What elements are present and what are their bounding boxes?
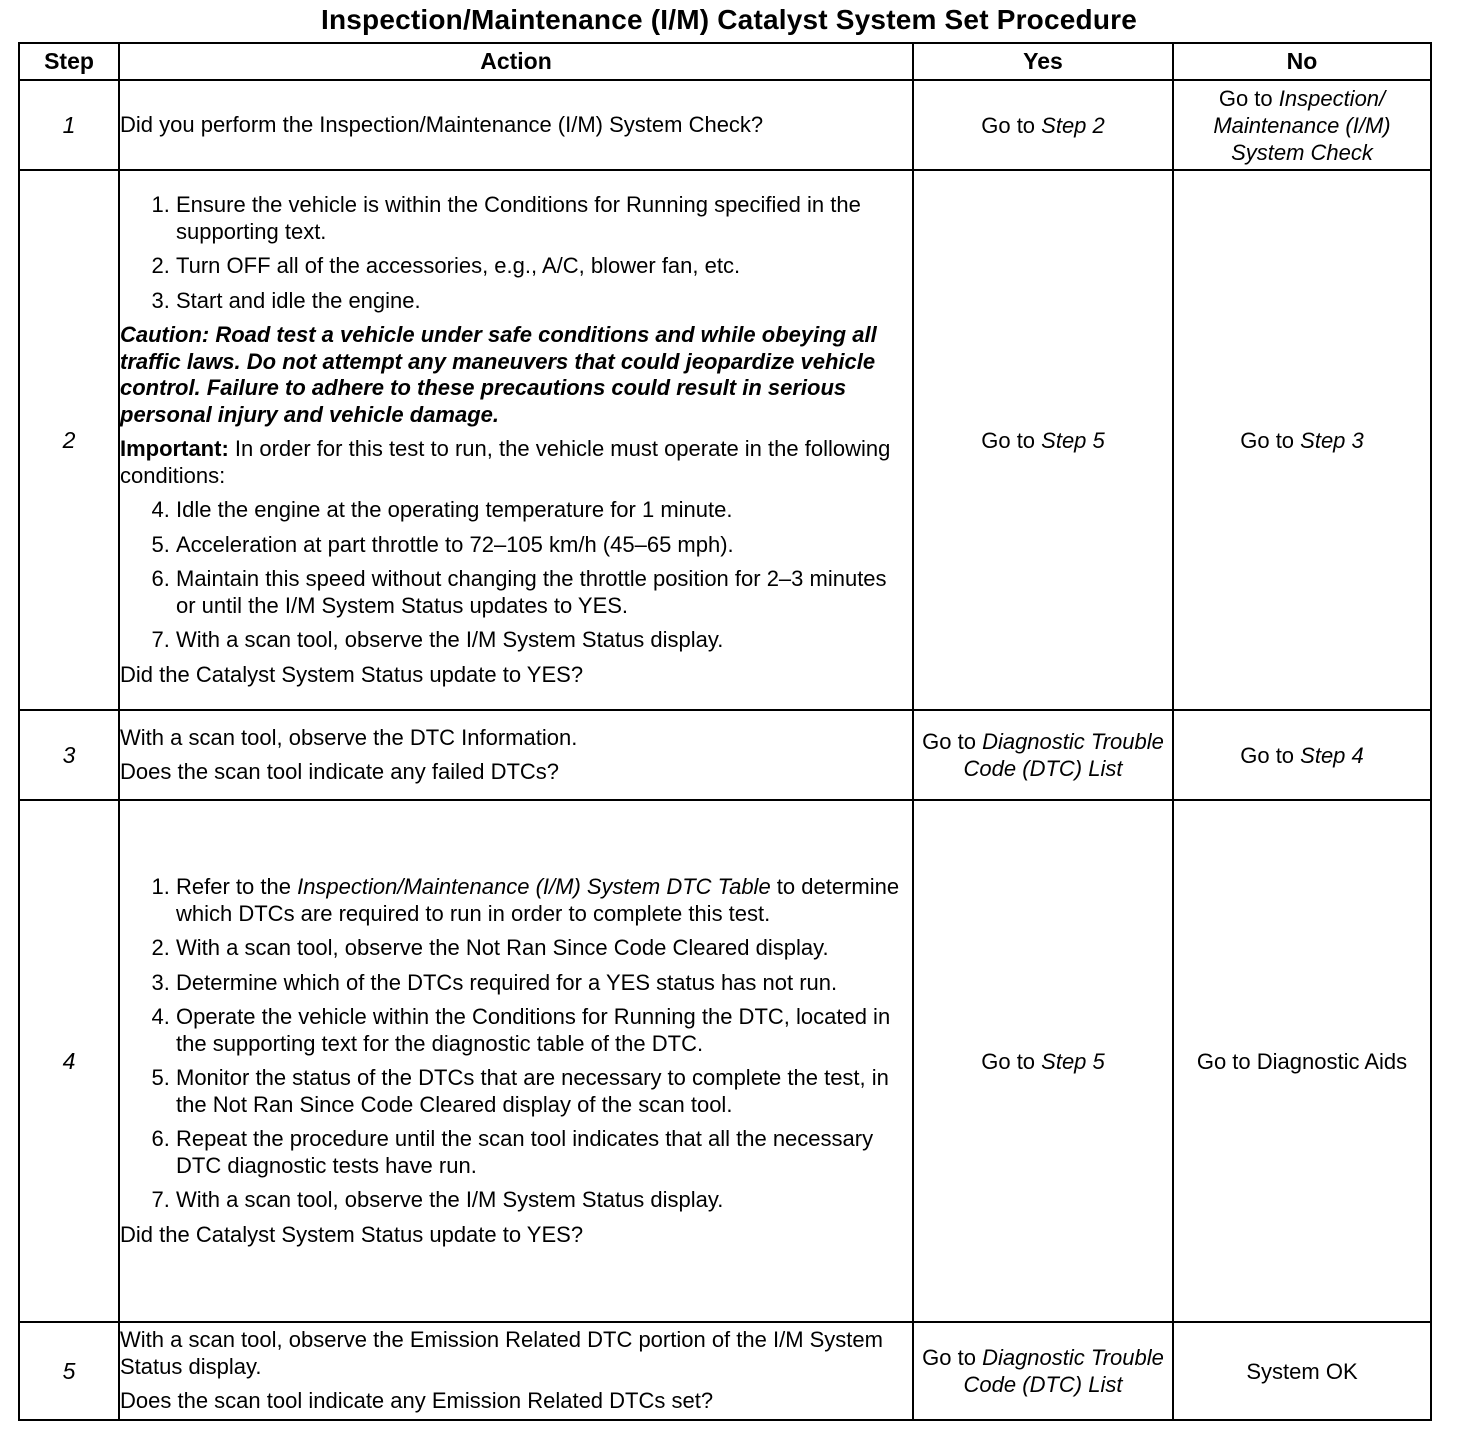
yes-prefix: Go to: [981, 427, 1042, 453]
no-cell: [1173, 800, 1431, 1322]
table-row: [19, 80, 1431, 170]
action-text: With a scan tool, observe the DTC Information.: [120, 724, 578, 750]
step-number: 3: [19, 710, 119, 800]
procedure-list: [120, 874, 912, 1214]
list-item: 6. Repeat the procedure until the scan tool indicates that all the necessary DTC diagnostic tests have run.: [176, 1126, 912, 1179]
no-prefix: Go to: [1240, 742, 1301, 768]
caution-note: Caution: Road test a vehicle under safe conditions and while obeying all traffic laws. Do not attempt any maneuvers that could jeopardize vehicle control. Failure to adhere to these precautions could result in serious personal injury and vehicle damage.: [120, 322, 877, 427]
question-text: Does the scan tool indicate any Emission Related DTCs set?: [120, 1388, 714, 1414]
action-cell: [119, 1322, 913, 1420]
question-text: Does the scan tool indicate any failed DTCs?: [120, 759, 560, 784]
list-item: 2. Turn OFF all of the accessories, e.g., A/C, blower fan, etc.: [176, 253, 912, 280]
yes-cell: [913, 80, 1173, 170]
yes-prefix: Go to: [981, 1048, 1042, 1074]
action-cell: [119, 800, 913, 1322]
yes-link-dtc-list[interactable]: Diagnostic Trouble Code (DTC) List: [963, 729, 1164, 781]
list-item: 3. Start and idle the engine.: [176, 288, 912, 315]
list-item: 4. Operate the vehicle within the Conditions for Running the DTC, located in the supporting text for the diagnostic table of the DTC.: [176, 1004, 912, 1057]
list-item: 1. Ensure the vehicle is within the Conditions for Running specified in the supporting text.: [176, 192, 912, 245]
dtc-table-link[interactable]: Inspection/Maintenance (I/M) System DTC Table: [297, 874, 771, 899]
yes-prefix: Go to: [922, 729, 983, 754]
important-label: Important:: [120, 436, 229, 461]
action-cell: [119, 170, 913, 710]
action-cell: [119, 80, 913, 170]
yes-prefix: Go to: [922, 1345, 983, 1370]
list-item: 7. With a scan tool, observe the I/M System Status display.: [176, 1187, 912, 1214]
list-item: 5. Acceleration at part throttle to 72–105 km/h (45–65 mph).: [176, 532, 912, 559]
header-action: Action: [119, 43, 913, 80]
no-prefix: Go to: [1218, 85, 1279, 111]
no-link-diagnostic-aids[interactable]: Go to Diagnostic Aids: [1196, 1048, 1408, 1074]
table-header-row: [19, 43, 1431, 80]
yes-cell: [913, 170, 1173, 710]
table-row: [19, 170, 1431, 710]
action-text: With a scan tool, observe the Emission Related DTC portion of the I/M System Status display.: [120, 1327, 883, 1379]
no-link-step-3[interactable]: Step 3: [1300, 427, 1364, 453]
step-number: 4: [19, 800, 119, 1322]
header-no: No: [1173, 43, 1431, 80]
yes-link-dtc-list[interactable]: Diagnostic Trouble Code (DTC) List: [963, 1345, 1164, 1397]
question-text: Did the Catalyst System Status update to YES?: [120, 661, 584, 687]
yes-prefix: Go to: [981, 112, 1042, 138]
no-prefix: Go to: [1240, 427, 1301, 453]
page-title: Inspection/Maintenance (I/M) Catalyst System Set Procedure: [320, 4, 1138, 35]
no-cell: [1173, 1322, 1431, 1420]
procedure-list: [120, 497, 912, 654]
table-row: [19, 800, 1431, 1322]
no-cell: [1173, 170, 1431, 710]
yes-cell: [913, 800, 1173, 1322]
no-cell: [1173, 80, 1431, 170]
list-item: 4. Idle the engine at the operating temperature for 1 minute.: [176, 497, 912, 524]
yes-cell: [913, 1322, 1173, 1420]
list-item: 3. Determine which of the DTCs required for a YES status has not run.: [176, 970, 912, 997]
no-link-step-4[interactable]: Step 4: [1300, 742, 1364, 768]
step-number: 5: [19, 1322, 119, 1420]
procedure-table: [18, 42, 1432, 1421]
action-cell: [119, 710, 913, 800]
yes-cell: [913, 710, 1173, 800]
item-text: Refer to the: [176, 874, 298, 899]
yes-link-step-5[interactable]: Step 5: [1041, 427, 1105, 453]
no-cell: [1173, 710, 1431, 800]
question-text: Did the Catalyst System Status update to YES?: [120, 1221, 584, 1247]
important-text: In order for this test to run, the vehicle must operate in the following conditions:: [120, 436, 891, 488]
question-text: Did you perform the Inspection/Maintenance (I/M) System Check?: [120, 111, 764, 137]
no-result-system-ok: System OK: [1246, 1358, 1358, 1384]
header-step: Step: [19, 43, 119, 80]
table-row: [19, 1322, 1431, 1420]
step-number: 1: [19, 80, 119, 170]
list-item: 2. With a scan tool, observe the Not Ran Since Code Cleared display.: [176, 935, 912, 962]
header-yes: Yes: [913, 43, 1173, 80]
list-item: [176, 874, 912, 927]
yes-link-step-2[interactable]: Step 2: [1041, 112, 1105, 138]
list-item: 5. Monitor the status of the DTCs that are necessary to complete the test, in the Not Ran Since Code Cleared display of the scan tool.: [176, 1065, 912, 1118]
list-item: 7. With a scan tool, observe the I/M System Status display.: [176, 627, 912, 654]
important-note: [120, 436, 912, 489]
no-link-im-system-check[interactable]: Inspection/ Maintenance (I/M) System Check: [1213, 85, 1391, 165]
step-number: 2: [19, 170, 119, 710]
table-row: [19, 710, 1431, 800]
procedure-list: [120, 192, 912, 314]
item-text: to determine which DTCs are required to run in order to complete this test.: [176, 874, 900, 926]
list-item: 6. Maintain this speed without changing the throttle position for 2–3 minutes or until the I/M System Status updates to YES.: [176, 566, 912, 619]
yes-link-step-5[interactable]: Step 5: [1041, 1048, 1105, 1074]
